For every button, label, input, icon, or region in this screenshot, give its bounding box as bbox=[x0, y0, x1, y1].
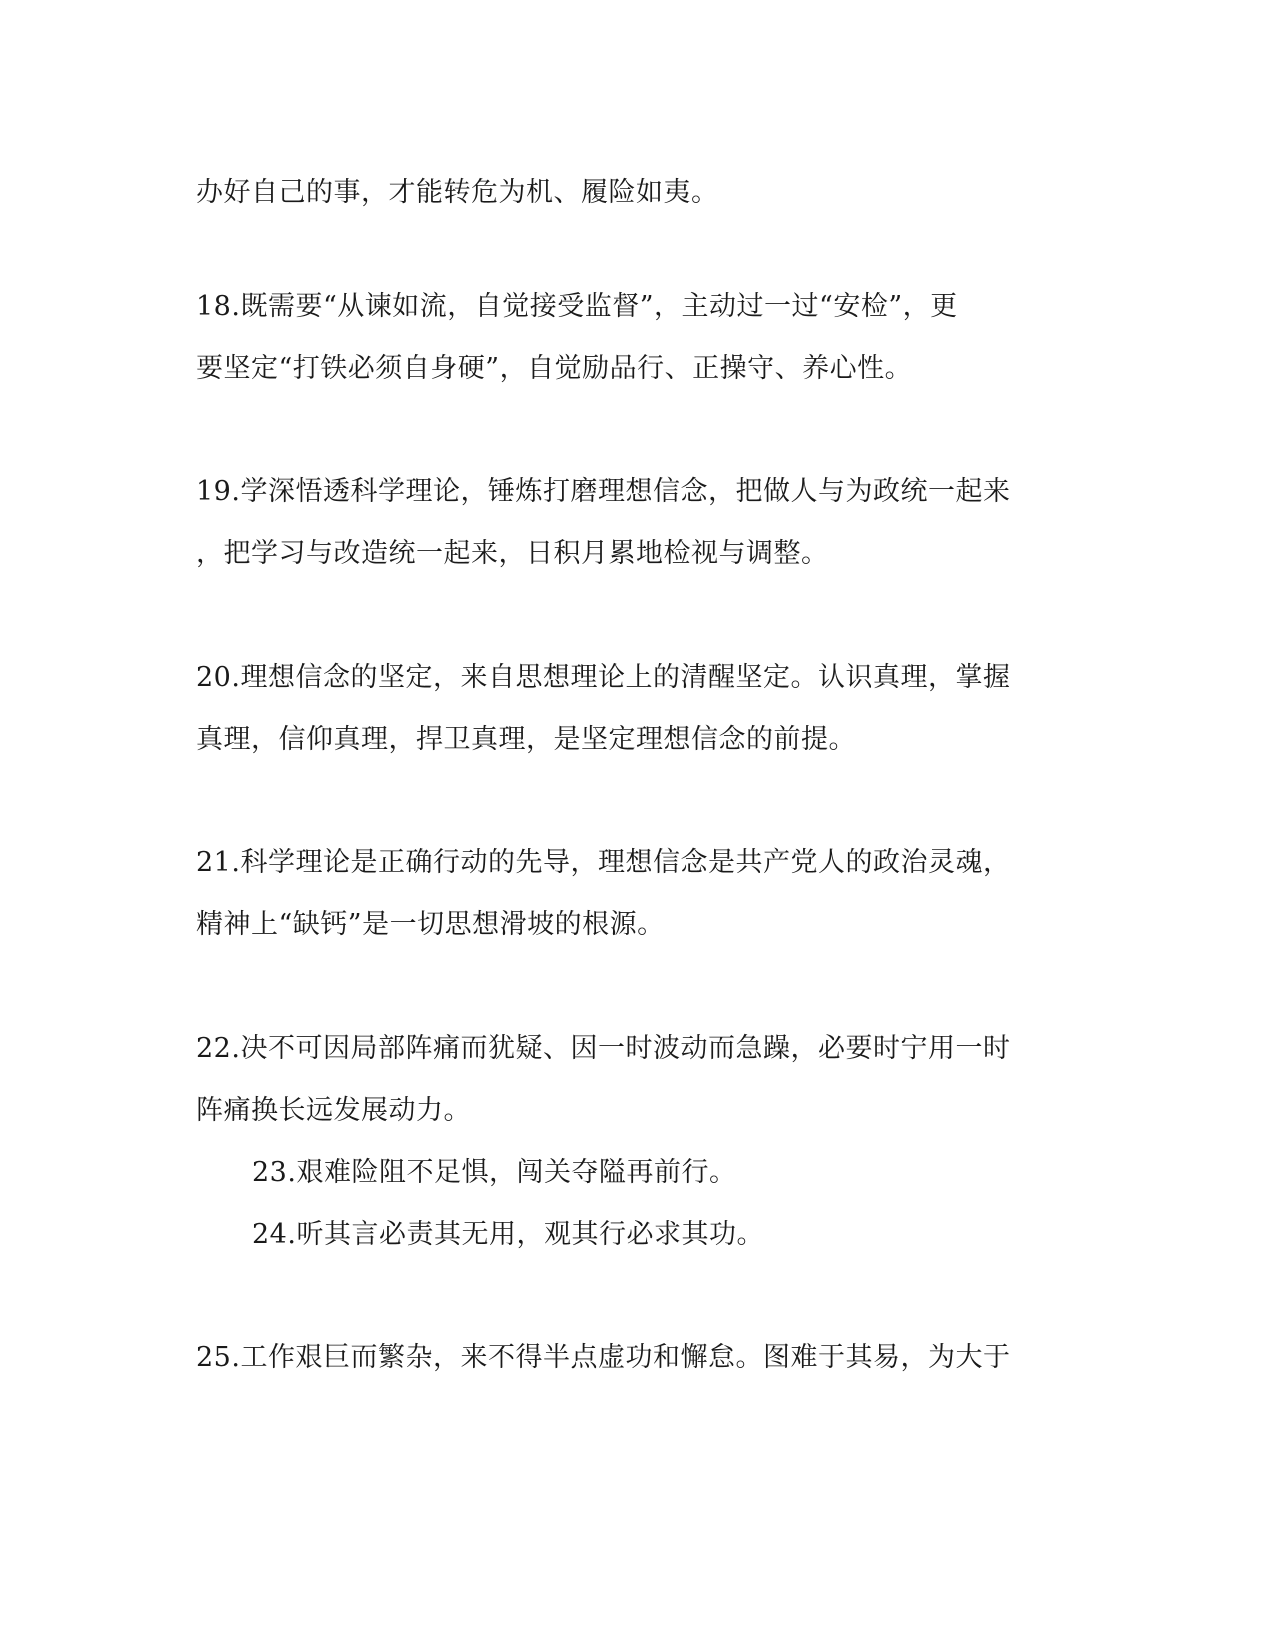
text-line-6: 20.理想信念的坚定，来自思想理论上的清醒坚定。认识真理，掌握 bbox=[196, 662, 1011, 693]
text-line-9: 精神上“缺钙”是一切思想滑坡的根源。 bbox=[196, 909, 665, 940]
text-line-10: 22.决不可因局部阵痛而犹疑、因一时波动而急躁，必要时宁用一时 bbox=[196, 1033, 1011, 1064]
text-line-2: 18.既需要“从谏如流，自觉接受监督”，主动过一过“安检”，更 bbox=[196, 291, 958, 322]
text-line-1: 办好自己的事，才能转危为机、履险如夷。 bbox=[196, 177, 719, 208]
text-line-8: 21.科学理论是正确行动的先导，理想信念是共产党人的政治灵魂， bbox=[196, 847, 1011, 878]
text-line-4: 19.学深悟透科学理论，锤炼打磨理想信念，把做人与为政统一起来 bbox=[196, 476, 1011, 507]
text-line-14: 25.工作艰巨而繁杂，来不得半点虚功和懈怠。图难于其易，为大于 bbox=[196, 1342, 1011, 1373]
text-line-13: 24.听其言必责其无用，观其行必求其功。 bbox=[252, 1219, 764, 1250]
text-line-11: 阵痛换长远发展动力。 bbox=[196, 1095, 471, 1126]
text-line-7: 真理，信仰真理，捍卫真理，是坚定理想信念的前提。 bbox=[196, 724, 856, 755]
text-line-12: 23.艰难险阻不足惧，闯关夺隘再前行。 bbox=[252, 1157, 737, 1188]
text-line-5: ，把学习与改造统一起来，日积月累地检视与调整。 bbox=[196, 538, 829, 569]
text-line-3: 要坚定“打铁必须自身硬”，自觉励品行、正操守、养心性。 bbox=[196, 353, 913, 384]
